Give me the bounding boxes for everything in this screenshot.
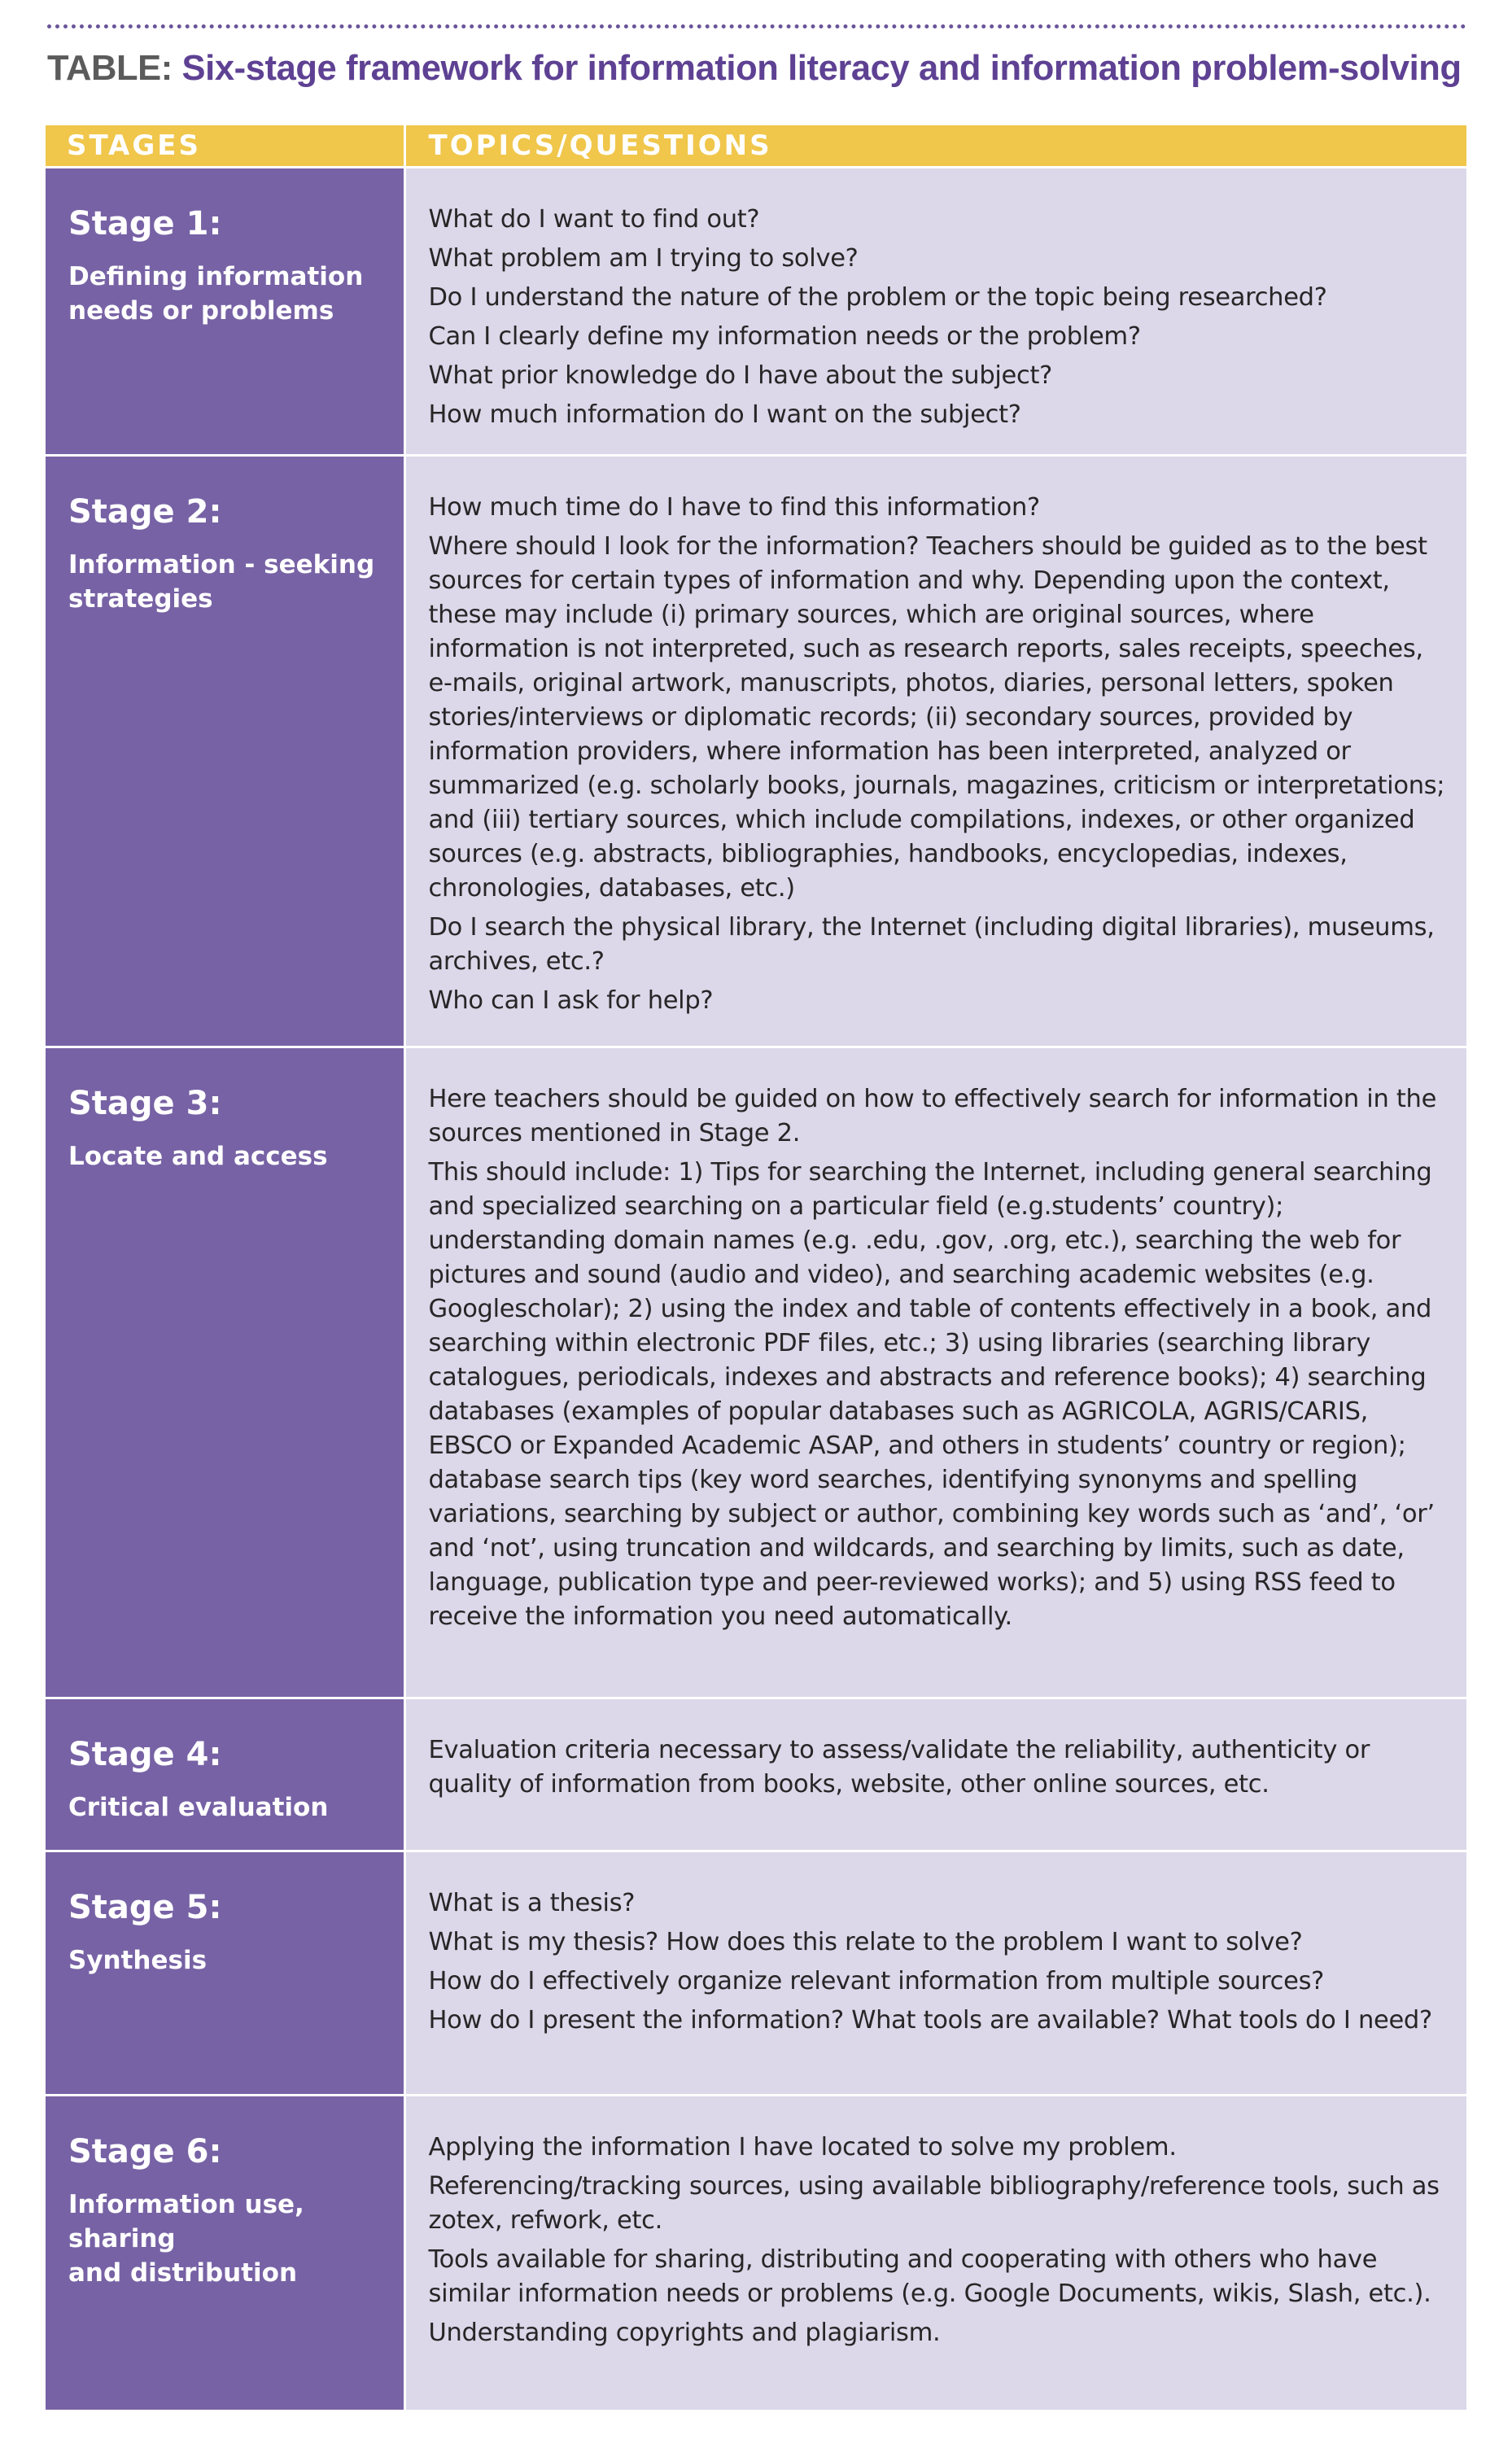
topics-cell <box>404 1698 1466 1851</box>
stage-number: Stage 6: <box>68 2133 222 2170</box>
header-stages: STAGES <box>46 125 404 168</box>
topic-question: Here teachers should be guided on how to effectively search for information in the sources mentioned in Stage 2. <box>428 1085 1437 1147</box>
topic-question: Applying the information I have located to solve my problem. <box>428 2133 1177 2161</box>
topic-question: How do I effectively organize relevant information from multiple sources? <box>428 1967 1325 1995</box>
stage-number: Stage 4: <box>68 1736 222 1773</box>
topic-question: Referencing/tracking sources, using available bibliography/reference tools, such as zotex, refwork, etc. <box>428 2172 1440 2235</box>
topics-cell <box>404 1047 1466 1698</box>
table-row <box>46 1047 1466 1698</box>
header-topics-questions: TOPICS/QUESTIONS <box>404 125 1466 168</box>
stage-name: Critical evaluation <box>68 1793 329 1822</box>
stage-name: Information - seeking strategies <box>68 550 375 614</box>
title-prefix: TABLE: <box>47 49 173 88</box>
topic-question: What is my thesis? How does this relate to the problem I want to solve? <box>428 1928 1303 1956</box>
topic-question: Understanding copyrights and plagiarism. <box>428 2319 941 2347</box>
framework-table <box>46 125 1466 2410</box>
title-caption: Six-stage framework for information literacy and information problem-solving <box>181 49 1462 88</box>
stage-cell <box>46 1851 404 2096</box>
table-row <box>46 168 1466 456</box>
topic-question: How do I present the information? What tools are available? What tools do I need? <box>428 2006 1432 2035</box>
topic-question: How much time do I have to find this information? <box>428 493 1040 522</box>
stage-number: Stage 2: <box>68 493 222 531</box>
topics-cell <box>404 1851 1466 2096</box>
topic-question: Do I understand the nature of the problem or the topic being researched? <box>428 283 1327 312</box>
topic-question: What is a thesis? <box>428 1889 636 1917</box>
topic-question: Evaluation criteria necessary to assess/validate the reliability, authenticity or quality of information from books, website, other online sources, etc. <box>428 1736 1370 1799</box>
stage-name: Synthesis <box>68 1946 208 1975</box>
topic-question: Do I search the physical library, the Internet (including digital libraries), museums, archives, etc.? <box>428 913 1435 976</box>
stage-cell <box>46 168 404 456</box>
topic-question: Where should I look for the information? Teachers should be guided as to the best sources for certain types of information and why. Depending upon the context, these may include (i) primary sources, which are original sources, where information is not interpreted, such as research reports, sales receipts, speeches, e-mails, original artwork, manuscripts, photos, diaries, personal letters, spoken stories/interviews or diplomatic records; (ii) secondary sources, provided by information providers, where information has been interpreted, analyzed or summarized (e.g. scholarly books, journals, magazines, criticism or interpretations; and (iii) tertiary sources, which include compilations, indexes, or other organized sources (e.g. abstracts, bibliographies, handbooks, encyclopedias, indexes, chronologies, databases, etc.) <box>428 532 1445 903</box>
table-row <box>46 2096 1466 2410</box>
page-title <box>47 44 1462 93</box>
topic-question: How much information do I want on the subject? <box>428 400 1021 429</box>
stage-name: Information use, sharing and distribution <box>68 2190 304 2288</box>
stage-cell <box>46 1698 404 1851</box>
topic-question: Tools available for sharing, distributing and cooperating with others who have similar information needs or problems (e.g. Google Documents, wikis, Slash, etc.). <box>428 2245 1431 2308</box>
stage-cell <box>46 2096 404 2410</box>
stage-name: Defining information needs or problems <box>68 262 364 326</box>
stage-name: Locate and access <box>68 1142 328 1171</box>
topics-cell <box>404 2096 1466 2410</box>
dotted-divider <box>47 24 1466 28</box>
stage-number: Stage 1: <box>68 205 222 243</box>
topic-question: What prior knowledge do I have about the subject? <box>428 361 1053 390</box>
table-header-row <box>46 125 1466 168</box>
table-row <box>46 456 1466 1047</box>
table-row <box>46 1698 1466 1851</box>
topic-question: What do I want to find out? <box>428 205 760 234</box>
stage-number: Stage 5: <box>68 1889 222 1926</box>
topics-cell <box>404 168 1466 456</box>
topic-question: Can I clearly define my information needs or the problem? <box>428 322 1141 351</box>
table-row <box>46 1851 1466 2096</box>
topic-question: Who can I ask for help? <box>428 986 714 1015</box>
topic-question: This should include: 1) Tips for searching the Internet, including general searching and specialized searching on a particular field (e.g.students’ country); understanding domain names (e.g. .edu, .gov, .org, etc.), searching the web for pictures and sound (audio and video), and searching academic websites (e.g. Googlescholar); 2) using the index and table of contents effectively in a book, and searching within electronic PDF files, etc.; 3) using libraries (searching library catalogues, periodicals, indexes and abstracts and reference books); 4) searching databases (examples of popular databases such as AGRICOLA, AGRIS/CARIS, EBSCO or Expanded Academic ASAP, and others in students’ country or region); database search tips (key word searches, identifying synonyms and spelling variations, searching by subject or author, combining key words such as ‘and’, ‘or’ and ‘not’, using truncation and wildcards, and searching by limits, such as date, language, publication type and peer-reviewed works); and 5) using RSS feed to receive the information you need automatically. <box>428 1158 1435 1631</box>
topics-cell <box>404 456 1466 1047</box>
stage-number: Stage 3: <box>68 1085 222 1122</box>
stage-cell <box>46 1047 404 1698</box>
topic-question: What problem am I trying to solve? <box>428 244 859 273</box>
stage-cell <box>46 456 404 1047</box>
